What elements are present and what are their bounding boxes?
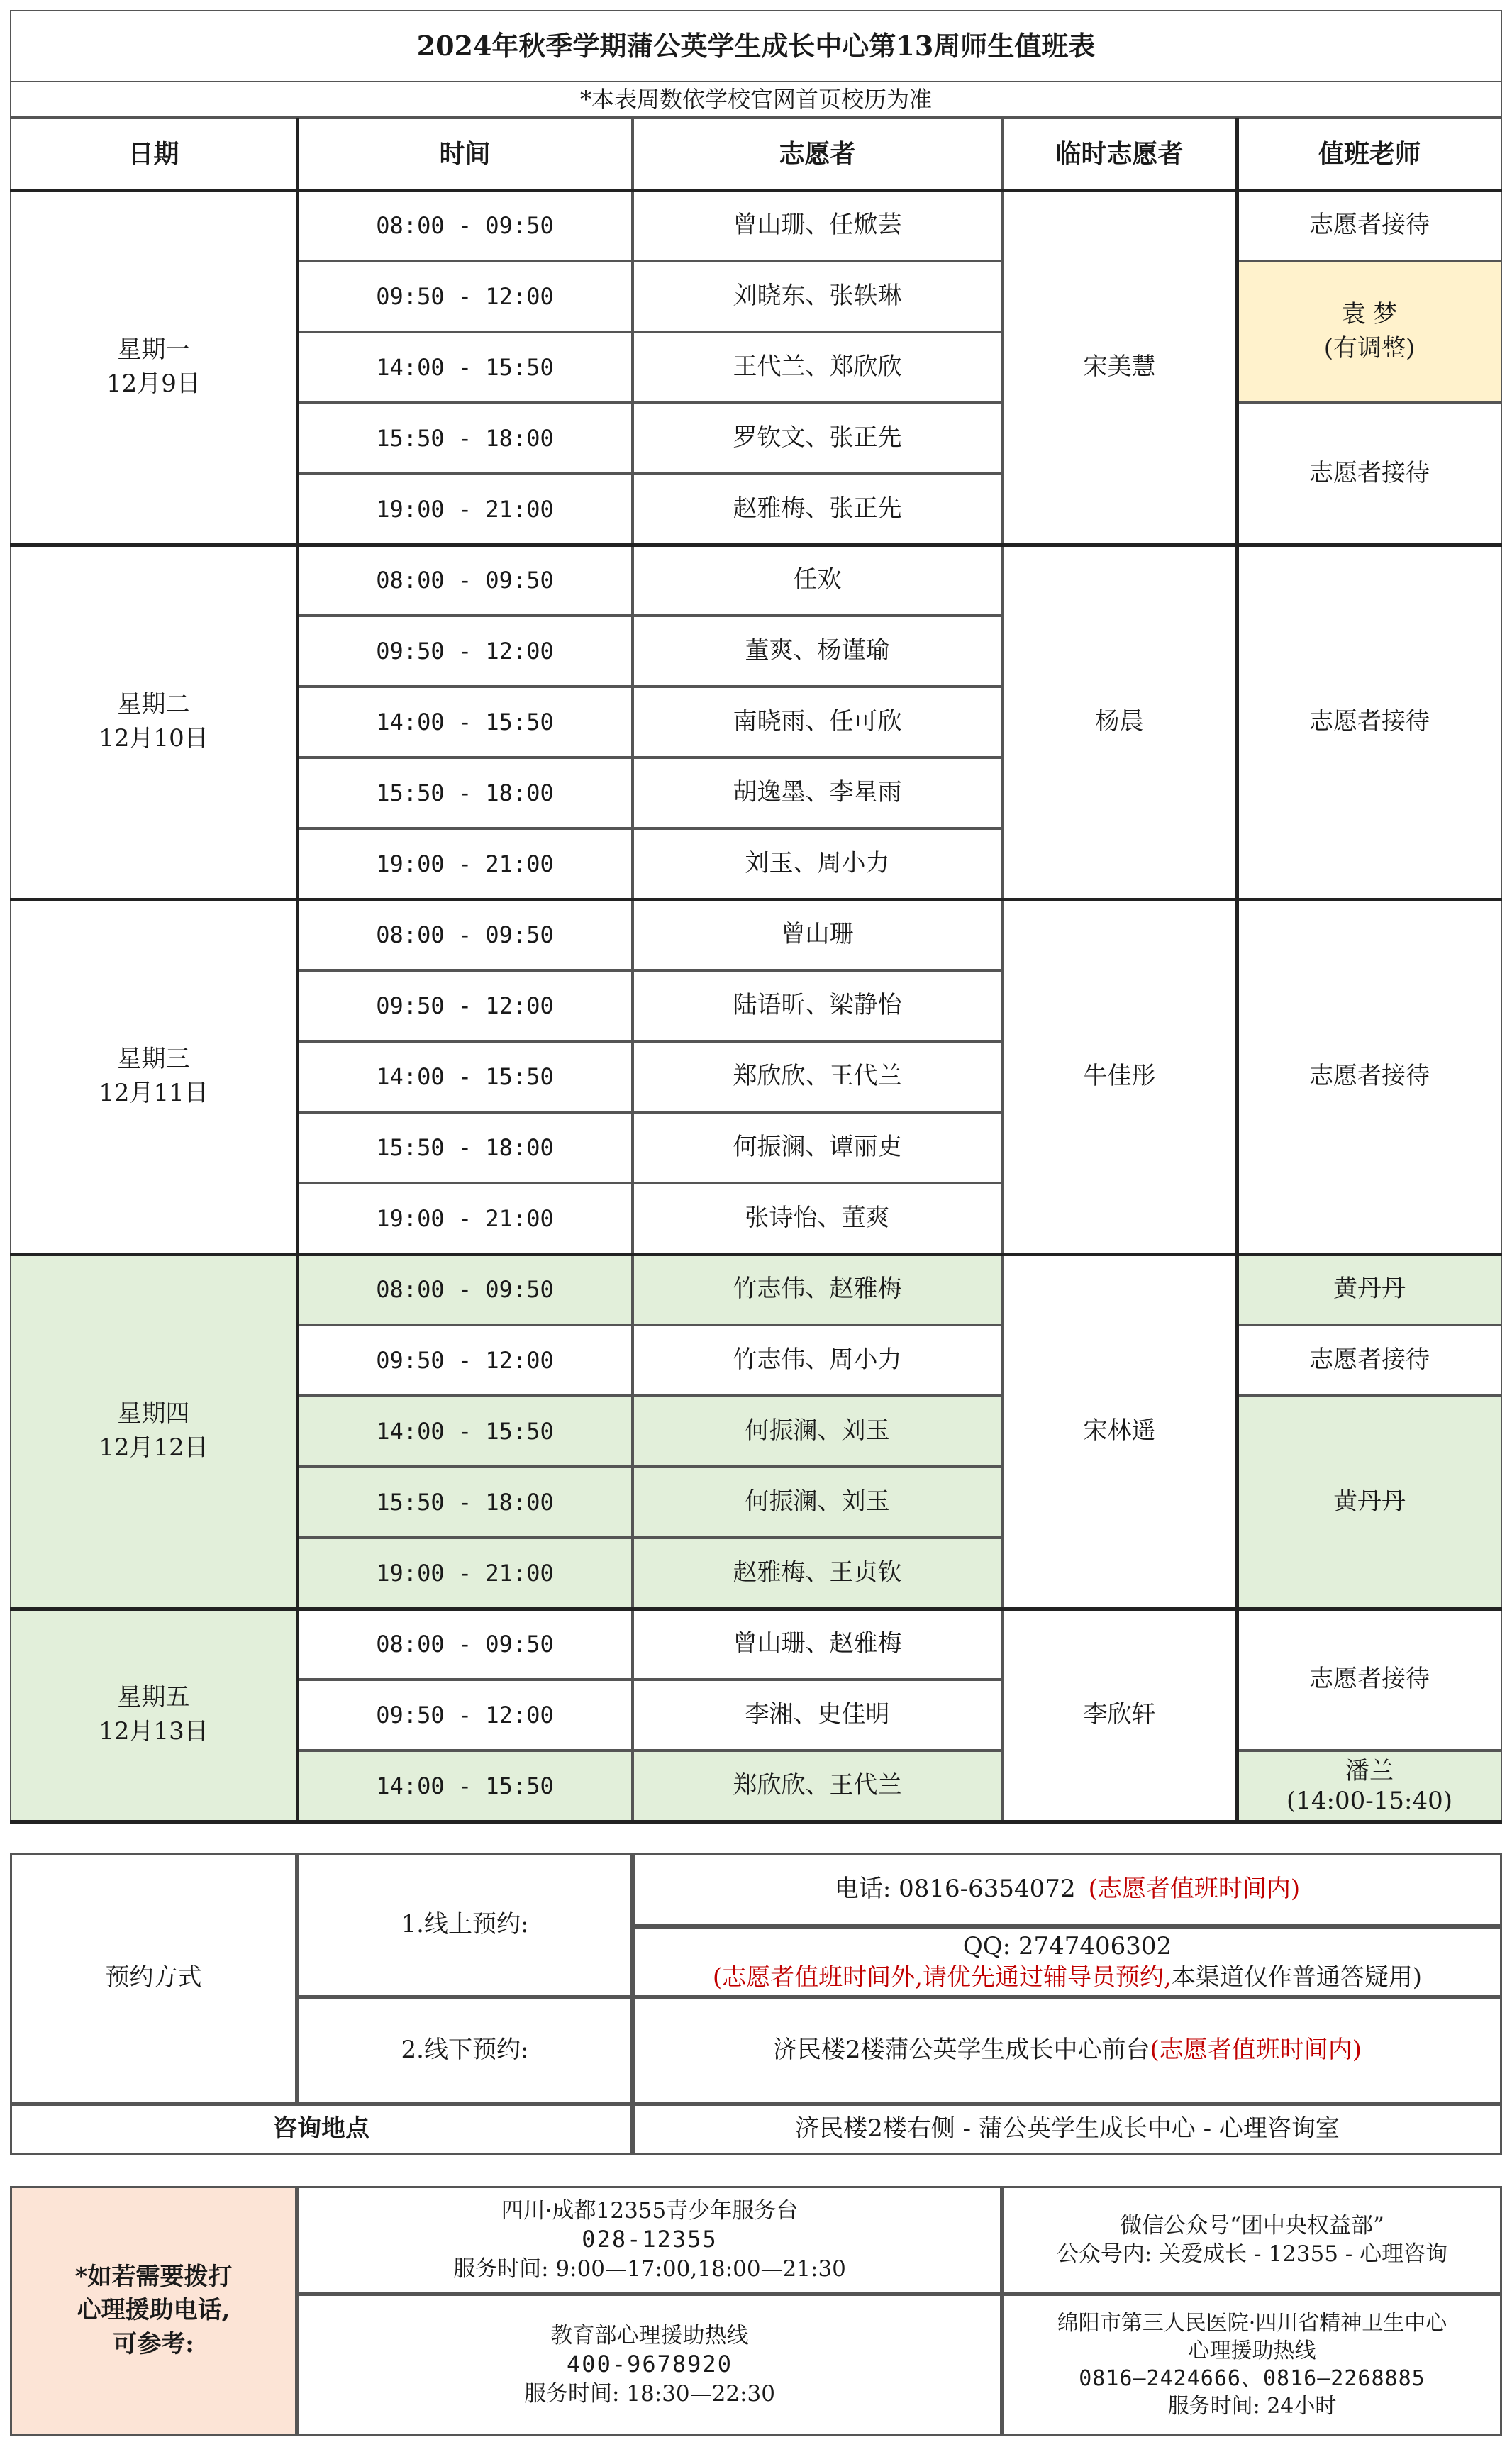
teacher-cell: 志愿者接待 xyxy=(1237,190,1502,261)
time-slot: 08:00 - 09:50 xyxy=(297,899,633,970)
qq-note-end: 本渠道仅作普通答疑用) xyxy=(1171,1963,1423,1992)
divider xyxy=(10,1607,1502,1611)
adjust-note: (有调整) xyxy=(1323,334,1416,362)
teacher-cell: 黄丹丹 xyxy=(1237,1254,1502,1325)
teacher-cell-adjusted xyxy=(1237,261,1502,403)
hotline-name: 绵阳市第三人民医院·四川省精神卫生中心 xyxy=(1057,2311,1447,2336)
temp-volunteer-cell: 牛佳彤 xyxy=(1002,899,1237,1254)
day-date: 12月13日 xyxy=(99,1717,209,1746)
volunteer-cell: 罗钦文、张正先 xyxy=(633,403,1002,474)
hotline-name: 四川·成都12355青少年服务台 xyxy=(501,2197,799,2224)
time-slot: 19:00 - 21:00 xyxy=(297,474,633,545)
time-slot: 14:00 - 15:50 xyxy=(297,1041,633,1112)
teacher-cell: 志愿者接待 xyxy=(1237,899,1502,1254)
divider xyxy=(10,543,1502,547)
time-slot: 09:50 - 12:00 xyxy=(297,1325,633,1396)
temp-volunteer-cell: 杨晨 xyxy=(1002,545,1237,899)
time-slot: 08:00 - 09:50 xyxy=(297,190,633,261)
teacher-cell: 志愿者接待 xyxy=(1237,403,1502,545)
hotline-hours: 服务时间: 24小时 xyxy=(1167,2394,1337,2419)
teacher-name: 潘兰 xyxy=(1345,1756,1394,1785)
divider xyxy=(10,1253,1502,1256)
teacher-cell: 志愿者接待 xyxy=(1237,1325,1502,1396)
hotline-label-line: 心理援助电话, xyxy=(77,2296,230,2325)
hotline-mianyang xyxy=(1002,2294,1502,2436)
day-name: 星期四 xyxy=(117,1399,190,1428)
hotline-label-line: *如若需要拨打 xyxy=(74,2262,233,2291)
teacher-hours: (14:00-15:40) xyxy=(1286,1787,1452,1815)
teacher-cell: 志愿者接待 xyxy=(1237,1609,1502,1750)
qq-booking xyxy=(633,1926,1502,1997)
booking-label: 预约方式 xyxy=(10,1853,297,2104)
volunteer-cell: 刘玉、周小力 xyxy=(633,828,1002,899)
teacher-cell: 志愿者接待 xyxy=(1237,545,1502,899)
time-slot: 09:50 - 12:00 xyxy=(297,616,633,687)
volunteer-cell: 郑欣欣、王代兰 xyxy=(633,1041,1002,1112)
volunteer-cell: 刘晓东、张轶琳 xyxy=(633,261,1002,332)
location-value: 济民楼2楼右侧 - 蒲公英学生成长中心 - 心理咨询室 xyxy=(633,2104,1502,2155)
offline-location: 济民楼2楼蒲公英学生成长中心前台 xyxy=(772,2036,1150,2065)
header-time: 时间 xyxy=(297,118,633,190)
day-date: 12月9日 xyxy=(106,370,201,398)
volunteer-cell: 赵雅梅、张正先 xyxy=(633,474,1002,545)
time-slot: 19:00 - 21:00 xyxy=(297,1183,633,1254)
time-slot: 14:00 - 15:50 xyxy=(297,1396,633,1467)
temp-volunteer-cell: 宋林遥 xyxy=(1002,1254,1237,1609)
qq-number: QQ: 2747406302 xyxy=(962,1931,1172,1960)
online-booking-label: 1.线上预约: xyxy=(297,1853,633,1997)
hotline-type: 心理援助热线 xyxy=(1188,2338,1316,2363)
day-date: 12月11日 xyxy=(99,1079,209,1107)
volunteer-cell: 曾山珊 xyxy=(633,899,1002,970)
volunteer-cell: 曾山珊、任焮芸 xyxy=(633,190,1002,261)
divider xyxy=(1235,118,1239,1823)
day-name: 星期一 xyxy=(117,335,190,365)
volunteer-cell: 张诗怡、董爽 xyxy=(633,1183,1002,1254)
day-name: 星期五 xyxy=(117,1683,190,1712)
day-name: 星期二 xyxy=(117,690,190,719)
volunteer-cell: 李湘、史佳明 xyxy=(633,1680,1002,1750)
volunteer-cell: 何振澜、谭丽吏 xyxy=(633,1112,1002,1183)
hotline-label-line: 可参考: xyxy=(113,2329,194,2358)
offline-note: (志愿者值班时间内) xyxy=(1150,2036,1362,2065)
time-slot: 14:00 - 15:50 xyxy=(297,687,633,758)
phone-number: 电话: 0816-6354072 xyxy=(834,1875,1076,1904)
time-slot: 14:00 - 15:50 xyxy=(297,332,633,403)
day-friday xyxy=(10,1609,297,1821)
day-thursday xyxy=(10,1254,297,1609)
volunteer-cell: 竹志伟、周小力 xyxy=(633,1325,1002,1396)
time-slot: 19:00 - 21:00 xyxy=(297,1538,633,1609)
volunteer-cell: 何振澜、刘玉 xyxy=(633,1396,1002,1467)
location-label: 咨询地点 xyxy=(10,2104,633,2155)
calendar-note: *本表周数依学校官网首页校历为准 xyxy=(10,81,1502,118)
temp-volunteer-cell: 宋美慧 xyxy=(1002,190,1237,545)
page-title: 2024年秋季学期蒲公英学生成长中心第13周师生值班表 xyxy=(10,10,1502,81)
time-slot: 08:00 - 09:50 xyxy=(297,1609,633,1680)
divider xyxy=(10,898,1502,901)
time-slot: 19:00 - 21:00 xyxy=(297,828,633,899)
volunteer-cell: 任欢 xyxy=(633,545,1002,616)
qq-note: (志愿者值班时间外,请优先通过辅导员预约, xyxy=(712,1963,1172,1992)
hotline-hours: 服务时间: 18:30—22:30 xyxy=(524,2380,775,2407)
divider xyxy=(10,1820,1502,1824)
volunteer-cell: 何振澜、刘玉 xyxy=(633,1467,1002,1538)
hotline-path: 公众号内: 关爱成长 - 12355 - 心理咨询 xyxy=(1056,2241,1448,2267)
temp-volunteer-cell: 李欣轩 xyxy=(1002,1609,1237,1821)
day-date: 12月10日 xyxy=(99,724,209,753)
volunteer-cell: 竹志伟、赵雅梅 xyxy=(633,1254,1002,1325)
volunteer-cell: 陆语昕、梁静怡 xyxy=(633,970,1002,1041)
volunteer-cell: 南晓雨、任可欣 xyxy=(633,687,1002,758)
time-slot: 09:50 - 12:00 xyxy=(297,1680,633,1750)
phone-booking xyxy=(633,1853,1502,1926)
hotline-moe xyxy=(297,2294,1002,2436)
header-date: 日期 xyxy=(10,118,297,190)
time-slot: 09:50 - 12:00 xyxy=(297,261,633,332)
hotline-hours: 服务时间: 9:00—17:00,18:00—21:30 xyxy=(453,2255,846,2282)
volunteer-cell: 曾山珊、赵雅梅 xyxy=(633,1609,1002,1680)
hotline-number: 400-9678920 xyxy=(567,2351,733,2378)
volunteer-cell: 胡逸墨、李星雨 xyxy=(633,758,1002,828)
divider xyxy=(10,189,1502,192)
hotline-name: 教育部心理援助热线 xyxy=(550,2322,749,2348)
hotline-number: 0816—2424666、0816—2268885 xyxy=(1079,2366,1425,2391)
volunteer-cell: 董爽、杨谨瑜 xyxy=(633,616,1002,687)
day-wednesday xyxy=(10,899,297,1254)
hotline-number: 028-12355 xyxy=(582,2226,718,2253)
teacher-name: 袁 梦 xyxy=(1341,300,1398,329)
time-slot: 09:50 - 12:00 xyxy=(297,970,633,1041)
header-teacher: 值班老师 xyxy=(1237,118,1502,190)
hotline-chengdu xyxy=(297,2186,1002,2294)
day-monday xyxy=(10,190,297,545)
volunteer-cell: 郑欣欣、王代兰 xyxy=(633,1750,1002,1821)
time-slot: 15:50 - 18:00 xyxy=(297,1112,633,1183)
hotline-label xyxy=(10,2186,297,2436)
teacher-cell xyxy=(1237,1750,1502,1821)
hotline-wechat xyxy=(1002,2186,1502,2294)
day-date: 12月12日 xyxy=(99,1433,209,1462)
hotline-name: 微信公众号“团中央权益部” xyxy=(1120,2212,1384,2238)
header-temp-volunteer: 临时志愿者 xyxy=(1002,118,1237,190)
time-slot: 08:00 - 09:50 xyxy=(297,545,633,616)
phone-note: (志愿者值班时间内) xyxy=(1088,1875,1301,1904)
header-volunteer: 志愿者 xyxy=(633,118,1002,190)
teacher-cell: 黄丹丹 xyxy=(1237,1396,1502,1609)
day-tuesday xyxy=(10,545,297,899)
day-name: 星期三 xyxy=(117,1045,190,1074)
volunteer-cell: 赵雅梅、王贞钦 xyxy=(633,1538,1002,1609)
time-slot: 15:50 - 18:00 xyxy=(297,403,633,474)
time-slot: 15:50 - 18:00 xyxy=(297,1467,633,1538)
qq-note-line xyxy=(713,1962,1422,1993)
offline-booking xyxy=(633,1997,1502,2104)
divider xyxy=(296,118,299,1823)
volunteer-cell: 王代兰、郑欣欣 xyxy=(633,332,1002,403)
time-slot: 14:00 - 15:50 xyxy=(297,1750,633,1821)
offline-booking-label: 2.线下预约: xyxy=(297,1997,633,2104)
time-slot: 08:00 - 09:50 xyxy=(297,1254,633,1325)
time-slot: 15:50 - 18:00 xyxy=(297,758,633,828)
